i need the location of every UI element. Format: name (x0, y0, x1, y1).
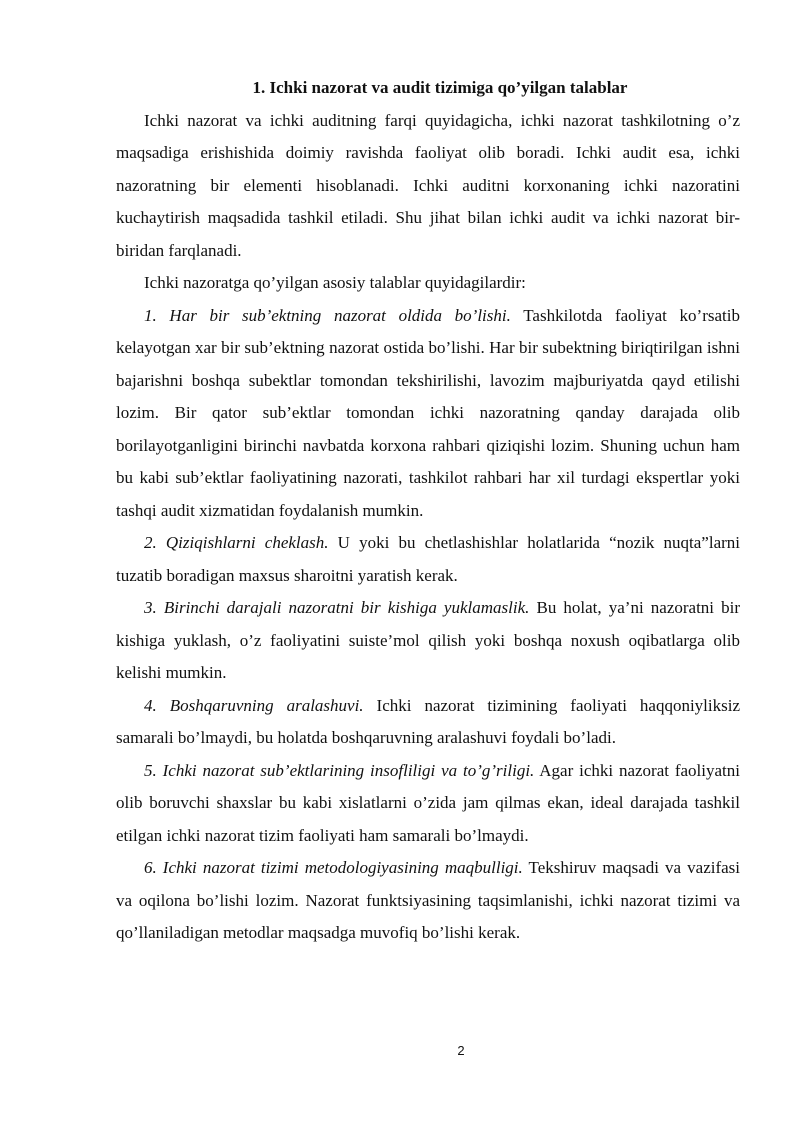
requirement-heading: 5. Ichki nazorat sub’ektlarining insofliligi va to’g’riligi. (144, 760, 535, 780)
page-number: 2 (457, 1043, 465, 1058)
requirement-item (116, 300, 740, 528)
requirement-heading: 6. Ichki nazorat tizimi metodologiyasining maqbulligi. (144, 858, 523, 877)
requirement-item (116, 755, 740, 853)
requirement-text: Bu holat, ya’ni nazoratni bir kishiga yuklash, o’z faoliyatini suiste’mol qilish yoki boshqa noxush oqibatlarga olib kelishi mumkin. (116, 598, 740, 682)
requirements-intro: Ichki nazoratga qo’yilgan asosiy talablar quyidagilardir: (144, 273, 526, 292)
requirement-item (116, 852, 740, 950)
requirement-text: Ichki nazorat tizimining faoliyati haqqoniyliksiz samarali bo’lmaydi, bu holatda boshqaruvning aralashuvi foydali bo’ladi. (116, 695, 741, 747)
requirement-item (116, 690, 740, 755)
page-content (116, 72, 740, 950)
intro-paragraph: Ichki nazorat va ichki auditning farqi quyidagicha, ichki nazorat tashkilotning o’z maqsadiga erishishida doimiy ravishda faoliyat olib boradi. Ichki audit esa, ichki nazoratning bir elementi hisoblanadi. Ichki auditni korxonaning ichki nazoratini kuchaytirish maqsadida tashkil etiladi. Shu jihat bilan ichki audit va ichki nazorat bir-biridan farqlanadi. (116, 110, 740, 260)
requirement-text: Tashkilotda faoliyat ko’rsatib kelayotgan xar bir sub’ektning nazorat ostida bo’lishi. Har bir subektning biriqtirilgan ishni bajarishni boshqa subektlar tomondan tekshirilishi, lavozim majburiyatda qayd etilishi lozim. Bir qator sub’ektlar tomondan ichki nazoratning qanday darajada olib borilayotganligini birinchi navbatda korxona rahbari qiziqishi lozim. Shuning uchun ham bu kabi sub’ektlar faoliyatining nazorati, tashkilot rahbari har xil turdagi ekspertlar yoki tashqi audit xizmatidan foydalanish mumkin. (116, 305, 740, 520)
requirement-text: Agar ichki nazorat faoliyatni olib boruvchi shaxslar bu kabi xislatlarni o’zida jam qilmas ekan, ideal darajada tashkil etilgan ichki nazorat tizim faoliyati ham samarali bo’lmaydi. (116, 760, 740, 845)
requirement-item (116, 592, 740, 690)
section-title: 1. Ichki nazorat va audit tizimiga qo’yilgan talablar (252, 78, 628, 97)
requirement-text: U yoki bu chetlashishlar holatlarida “nozik nuqta”larni tuzatib boradigan maxsus sharoitni yaratish kerak. (116, 533, 740, 585)
requirement-heading: 1. Har bir sub’ektning nazorat oldida bo’lishi. (144, 305, 511, 325)
requirement-heading: 4. Boshqaruvning aralashuvi. (144, 695, 364, 715)
requirement-item (116, 527, 740, 592)
requirement-text: Tekshiruv maqsadi va vazifasi va oqilona bo’lishi lozim. Nazorat funktsiyasining taqsimlanishi, ichki nazorat tizimi va qo’llaniladigan metodlar maqsadga muvofiq bo’lishi kerak. (116, 858, 741, 942)
requirement-heading: 2. Qiziqishlarni cheklash. (144, 533, 329, 552)
requirement-heading: 3. Birinchi darajali nazoratni bir kishiga yuklamaslik. (144, 598, 530, 617)
